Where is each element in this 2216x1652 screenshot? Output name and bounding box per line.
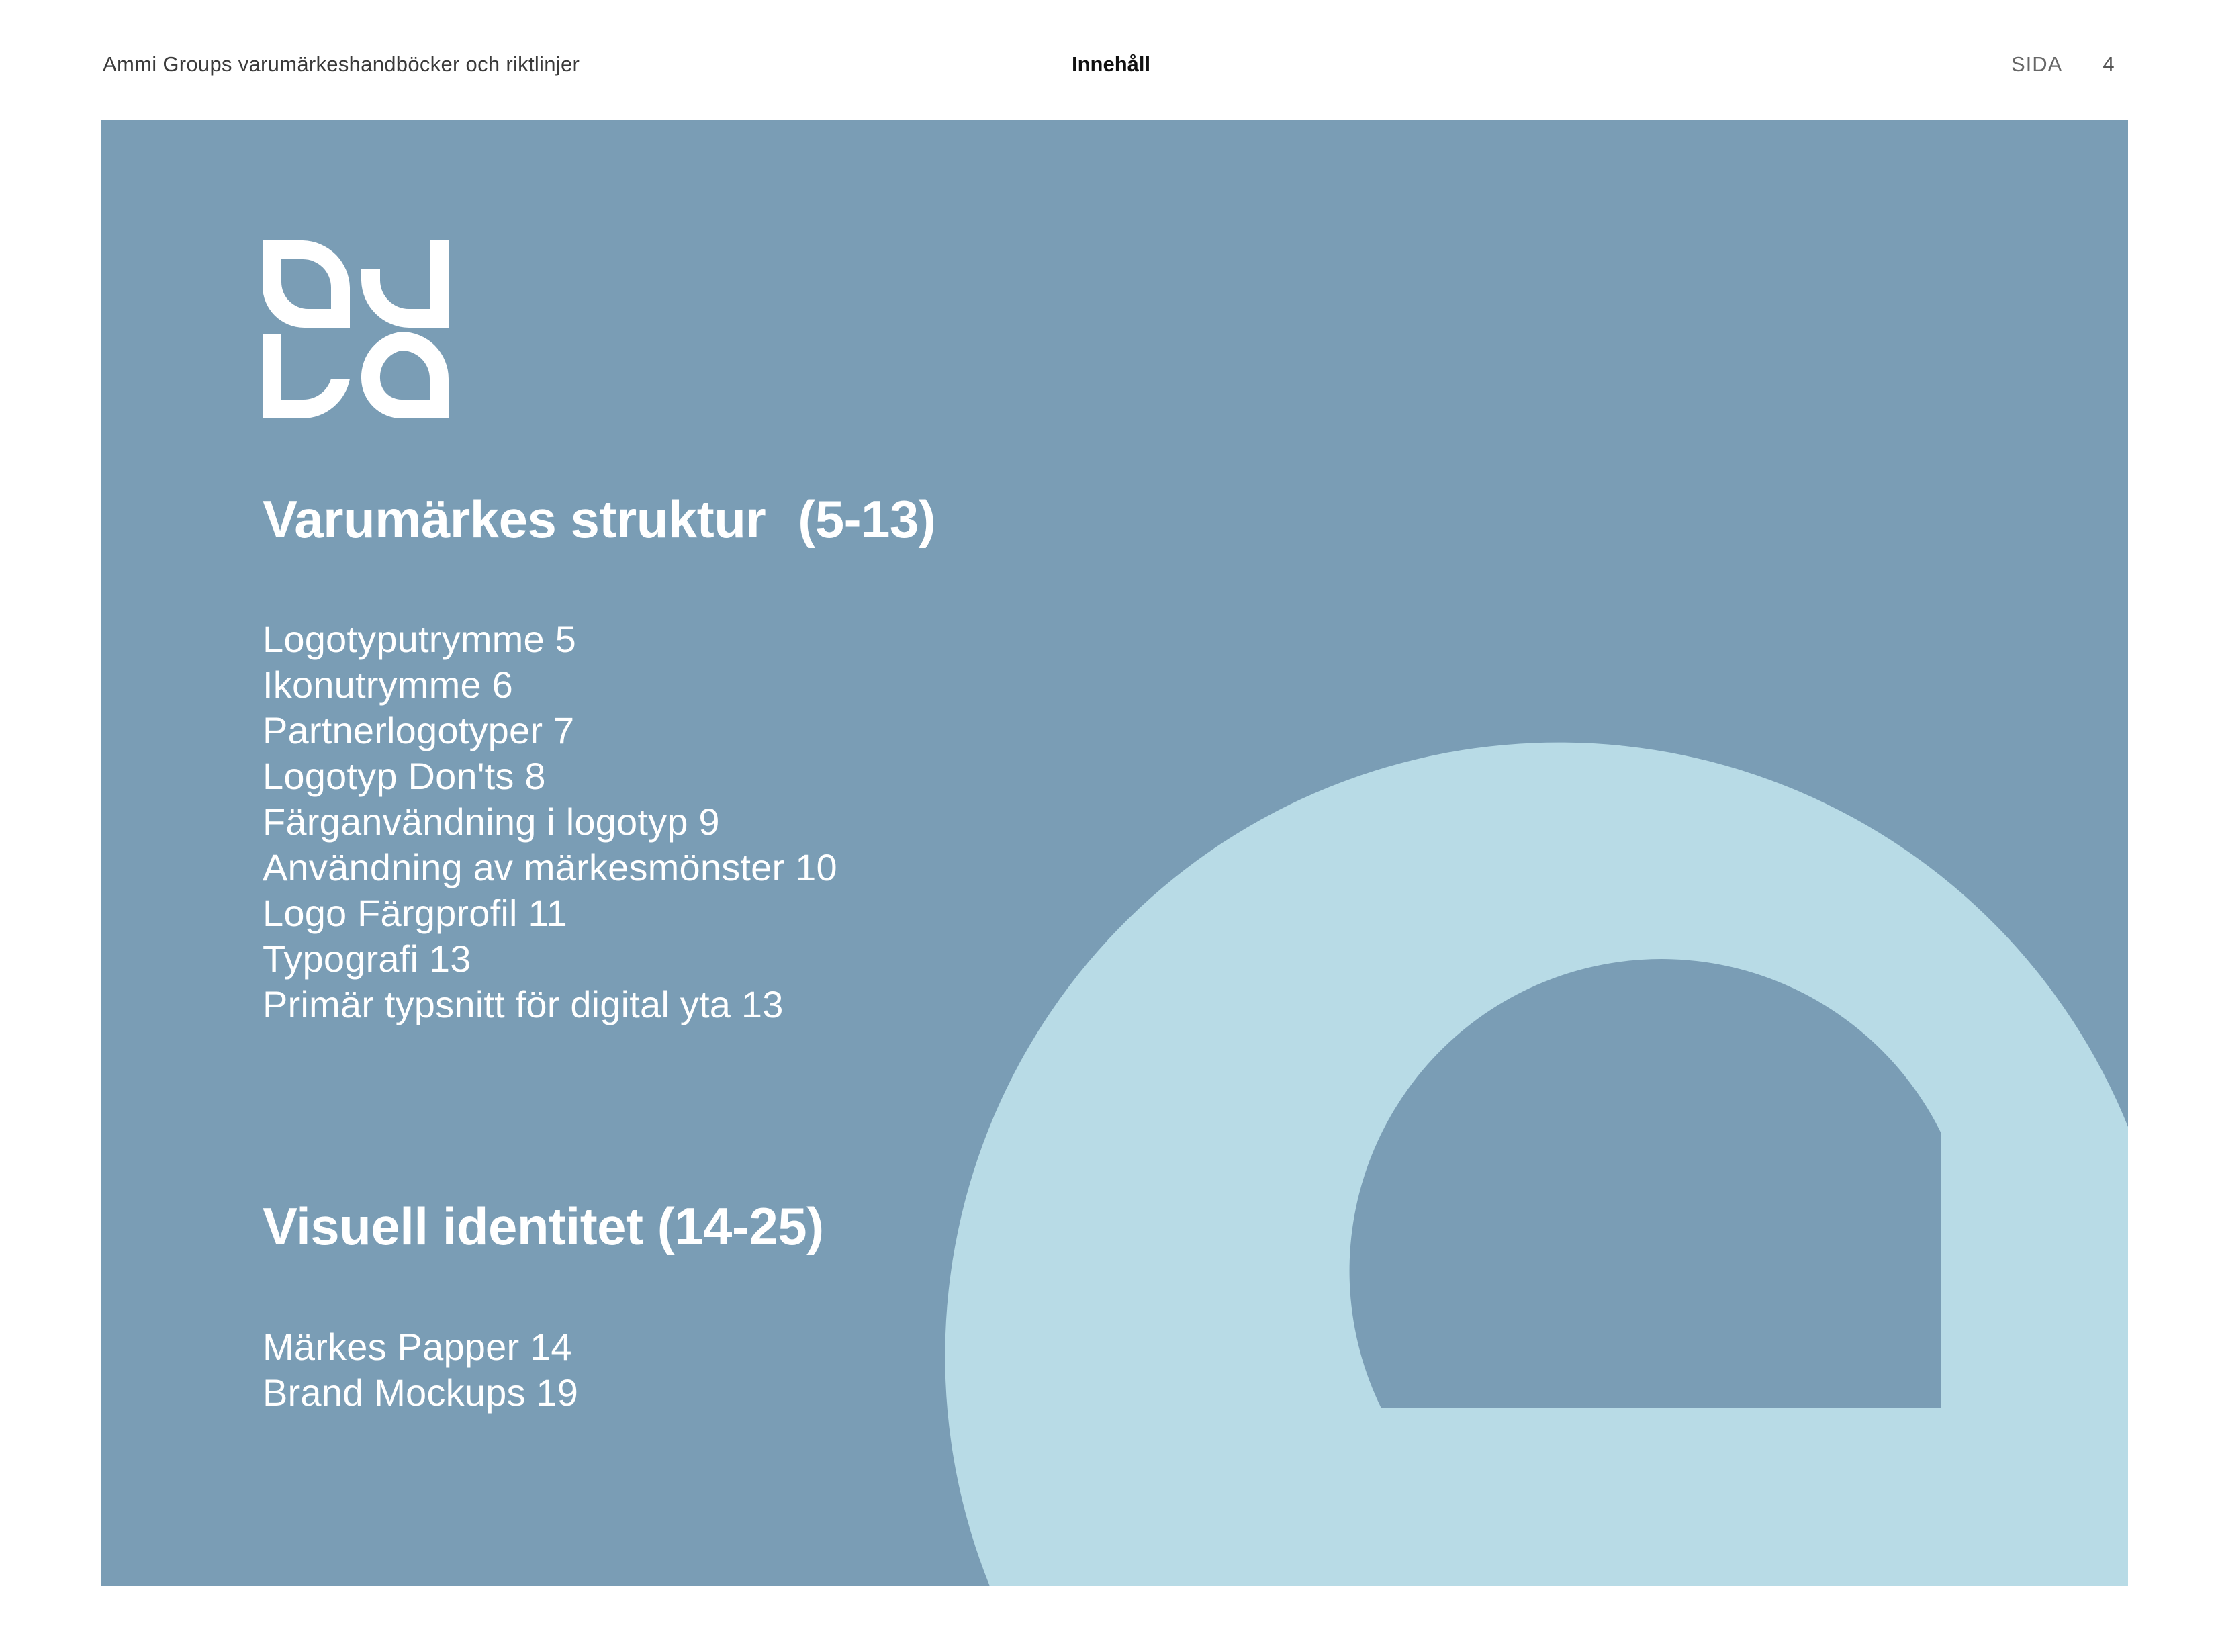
page-label: SIDA [2011,52,2063,76]
list-item: Användning av märkesmönster 10 [263,846,837,888]
section-title-text: Varumärkes struktur [263,490,766,549]
page-indicator [2011,52,2115,77]
brand-arc-icon [945,743,2128,1586]
list-item: Typografi 13 [263,937,471,980]
document-title: Ammi Groups varumärkeshandböcker och riktlinjer [103,52,580,76]
section-title-text: Visuell identitet [263,1197,643,1256]
section-heading: Innehåll [1072,52,1151,76]
list-item: Märkes Papper 14 [263,1326,572,1368]
section-page-range: (14-25) [657,1197,824,1256]
list-item: Logotyp Don'ts 8 [263,755,546,797]
list-item: Logotyputrymme 5 [263,618,576,660]
page-number: 4 [2103,52,2115,76]
list-item: Brand Mockups 19 [263,1371,579,1414]
list-item: Partnerlogotyper 7 [263,709,575,751]
section-page-range: (5-13) [798,490,936,549]
section-title-brand-structure [263,489,935,550]
list-item: Logo Färgprofil 11 [263,892,567,934]
page-header [0,0,2216,121]
list-item: Primär typsnitt för digital yta 13 [263,983,784,1025]
section-title-visual-identity [263,1196,824,1257]
contents-panel [101,120,2128,1586]
brand-structure-list [263,616,837,1027]
list-item: Färganvändning i logotyp 9 [263,800,720,843]
list-item: Ikonutrymme 6 [263,663,513,706]
ammi-logo-icon [263,240,449,418]
visual-identity-list [263,1324,578,1416]
